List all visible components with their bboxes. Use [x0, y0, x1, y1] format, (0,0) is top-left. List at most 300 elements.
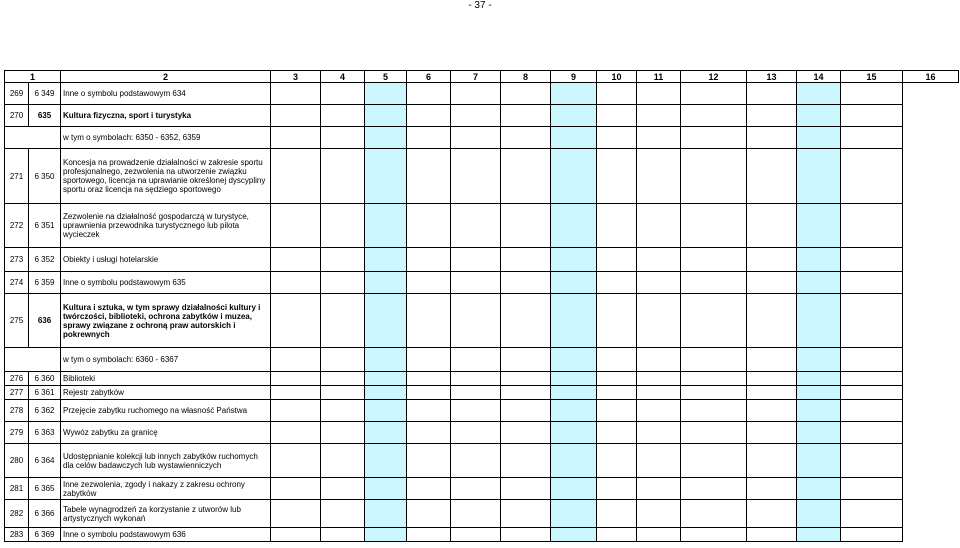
table-row: [5, 386, 959, 400]
data-cell-col-10: [551, 272, 597, 294]
data-cell-col-16: [841, 127, 903, 149]
data-cell-col-9: [501, 127, 551, 149]
data-cell-col-10: [551, 528, 597, 542]
data-cell-col-4: [271, 386, 321, 400]
data-cell-col-11: [597, 422, 637, 444]
data-cell-col-6: [365, 105, 407, 127]
data-cell-col-10: [551, 348, 597, 372]
data-cell-col-9: [501, 500, 551, 528]
data-cell-col-6: [365, 422, 407, 444]
data-cell-col-6: [365, 386, 407, 400]
data-cell-col-11: [597, 348, 637, 372]
data-cell-col-8: [451, 248, 501, 272]
row-description: Biblioteki: [61, 372, 271, 386]
table-row: [5, 400, 959, 422]
data-cell-col-6: [365, 500, 407, 528]
data-cell-col-7: [407, 294, 451, 348]
row-number: 269: [5, 83, 29, 105]
data-cell-col-9: [501, 149, 551, 204]
data-cell-col-8: [451, 444, 501, 478]
data-cell-col-13: [681, 204, 747, 248]
data-cell-col-13: [681, 444, 747, 478]
data-cell-col-14: [747, 348, 797, 372]
data-cell-col-7: [407, 204, 451, 248]
data-cell-col-9: [501, 272, 551, 294]
data-cell-col-8: [451, 400, 501, 422]
table-row: [5, 500, 959, 528]
data-cell-col-10: [551, 294, 597, 348]
column-header-9: 9: [551, 71, 597, 83]
column-header-8: 8: [501, 71, 551, 83]
data-cell-col-12: [637, 105, 681, 127]
data-cell-col-7: [407, 127, 451, 149]
data-cell-col-15: [797, 149, 841, 204]
data-cell-col-4: [271, 422, 321, 444]
data-cell-col-10: [551, 444, 597, 478]
data-cell-col-4: [271, 348, 321, 372]
data-cell-col-11: [597, 478, 637, 500]
data-cell-col-15: [797, 444, 841, 478]
data-cell-col-15: [797, 400, 841, 422]
data-cell-col-7: [407, 272, 451, 294]
data-cell-col-14: [747, 204, 797, 248]
data-cell-col-13: [681, 422, 747, 444]
column-header-11: 11: [637, 71, 681, 83]
data-cell-col-4: [271, 400, 321, 422]
data-cell-col-6: [365, 528, 407, 542]
data-cell-col-5: [321, 528, 365, 542]
data-cell-col-14: [747, 127, 797, 149]
data-cell-col-6: [365, 127, 407, 149]
data-cell-col-10: [551, 372, 597, 386]
table-row: [5, 272, 959, 294]
data-cell-col-15: [797, 294, 841, 348]
header-row: [5, 71, 959, 83]
row-description: Kultura i sztuka, w tym sprawy działalności kultury i twórczości, biblioteki, ochrona zabytków i muzea, sprawy związane z ochroną praw autorskich i pokrewnych: [61, 294, 271, 348]
data-cell-col-13: [681, 127, 747, 149]
column-header-5: 5: [365, 71, 407, 83]
data-cell-col-16: [841, 386, 903, 400]
data-cell-col-5: [321, 272, 365, 294]
table-row: [5, 348, 959, 372]
data-cell-col-15: [797, 127, 841, 149]
data-cell-col-16: [841, 272, 903, 294]
data-cell-col-15: [797, 478, 841, 500]
data-cell-col-14: [747, 386, 797, 400]
row-description: Kultura fizyczna, sport i turystyka: [61, 105, 271, 127]
row-description: w tym o symbolach: 6350 - 6352, 6359: [61, 127, 271, 149]
data-cell-col-14: [747, 83, 797, 105]
data-cell-col-7: [407, 528, 451, 542]
data-cell-col-14: [747, 422, 797, 444]
row-code: [29, 127, 61, 149]
data-cell-col-7: [407, 422, 451, 444]
data-cell-col-9: [501, 422, 551, 444]
data-cell-col-11: [597, 127, 637, 149]
data-cell-col-8: [451, 127, 501, 149]
data-cell-col-8: [451, 294, 501, 348]
data-cell-col-16: [841, 348, 903, 372]
data-cell-col-12: [637, 444, 681, 478]
data-cell-col-15: [797, 372, 841, 386]
data-cell-col-12: [637, 204, 681, 248]
data-cell-col-11: [597, 83, 637, 105]
data-cell-col-5: [321, 444, 365, 478]
data-cell-col-10: [551, 204, 597, 248]
data-cell-col-8: [451, 348, 501, 372]
data-cell-col-9: [501, 400, 551, 422]
data-cell-col-9: [501, 204, 551, 248]
column-header-7: 7: [451, 71, 501, 83]
data-cell-col-5: [321, 204, 365, 248]
data-cell-col-13: [681, 348, 747, 372]
data-cell-col-15: [797, 528, 841, 542]
table-row: [5, 149, 959, 204]
row-number: 280: [5, 444, 29, 478]
data-cell-col-12: [637, 127, 681, 149]
row-code: 6 351: [29, 204, 61, 248]
data-cell-col-14: [747, 478, 797, 500]
row-code: 6 362: [29, 400, 61, 422]
data-cell-col-4: [271, 127, 321, 149]
row-number: 278: [5, 400, 29, 422]
data-cell-col-14: [747, 500, 797, 528]
data-cell-col-16: [841, 105, 903, 127]
data-cell-col-16: [841, 204, 903, 248]
data-cell-col-9: [501, 348, 551, 372]
data-cell-col-14: [747, 272, 797, 294]
table-row: [5, 478, 959, 500]
row-code: 6 360: [29, 372, 61, 386]
data-cell-col-13: [681, 386, 747, 400]
data-cell-col-6: [365, 149, 407, 204]
data-cell-col-13: [681, 500, 747, 528]
row-number: 271: [5, 149, 29, 204]
data-cell-col-16: [841, 372, 903, 386]
data-cell-col-13: [681, 372, 747, 386]
data-cell-col-5: [321, 149, 365, 204]
data-cell-col-13: [681, 400, 747, 422]
data-cell-col-14: [747, 400, 797, 422]
data-cell-col-7: [407, 348, 451, 372]
data-cell-col-15: [797, 500, 841, 528]
row-code: 6 364: [29, 444, 61, 478]
row-description: Przejęcie zabytku ruchomego na własność Państwa: [61, 400, 271, 422]
data-cell-col-12: [637, 83, 681, 105]
data-cell-col-9: [501, 248, 551, 272]
data-cell-col-10: [551, 400, 597, 422]
data-cell-col-4: [271, 204, 321, 248]
data-cell-col-14: [747, 294, 797, 348]
data-cell-col-10: [551, 478, 597, 500]
row-code: 6 366: [29, 500, 61, 528]
data-cell-col-16: [841, 149, 903, 204]
data-cell-col-8: [451, 422, 501, 444]
data-cell-col-12: [637, 386, 681, 400]
row-description: Inne o symbolu podstawowym 635: [61, 272, 271, 294]
data-cell-col-7: [407, 400, 451, 422]
data-cell-col-8: [451, 528, 501, 542]
data-cell-col-9: [501, 83, 551, 105]
data-cell-col-11: [597, 248, 637, 272]
row-number: 276: [5, 372, 29, 386]
data-cell-col-5: [321, 348, 365, 372]
data-cell-col-13: [681, 83, 747, 105]
data-cell-col-7: [407, 248, 451, 272]
data-cell-col-4: [271, 149, 321, 204]
data-cell-col-6: [365, 204, 407, 248]
table-row: [5, 444, 959, 478]
data-cell-col-7: [407, 444, 451, 478]
row-number: [5, 348, 29, 372]
data-cell-col-7: [407, 500, 451, 528]
data-cell-col-13: [681, 149, 747, 204]
data-cell-col-12: [637, 149, 681, 204]
row-number: 281: [5, 478, 29, 500]
data-cell-col-4: [271, 372, 321, 386]
data-cell-col-6: [365, 478, 407, 500]
data-cell-col-16: [841, 528, 903, 542]
data-cell-col-12: [637, 248, 681, 272]
page-number: - 37 -: [468, 0, 492, 11]
row-description: Obiekty i usługi hotelarskie: [61, 248, 271, 272]
data-cell-col-9: [501, 478, 551, 500]
data-cell-col-16: [841, 500, 903, 528]
row-description: Koncesja na prowadzenie działalności w zakresie sportu profesjonalnego, zezwolenia na utworzenie związku sportowego, licencja na uprawianie określonej dyscypliny sportu oraz licencja na sędziego sportowego: [61, 149, 271, 204]
row-code: 636: [29, 294, 61, 348]
data-cell-col-4: [271, 272, 321, 294]
data-cell-col-6: [365, 83, 407, 105]
data-cell-col-11: [597, 500, 637, 528]
table-row: [5, 528, 959, 542]
data-cell-col-5: [321, 478, 365, 500]
data-cell-col-5: [321, 105, 365, 127]
data-cell-col-4: [271, 105, 321, 127]
data-cell-col-16: [841, 248, 903, 272]
data-cell-col-11: [597, 372, 637, 386]
data-cell-col-11: [597, 444, 637, 478]
data-cell-col-16: [841, 478, 903, 500]
row-code: 6 350: [29, 149, 61, 204]
row-description: w tym o symbolach: 6360 - 6367: [61, 348, 271, 372]
data-cell-col-16: [841, 294, 903, 348]
data-cell-col-14: [747, 105, 797, 127]
data-cell-col-7: [407, 149, 451, 204]
data-cell-col-7: [407, 105, 451, 127]
data-cell-col-4: [271, 294, 321, 348]
row-description: Udostępnianie kolekcji lub innych zabytków ruchomych dla celów badawczych lub wystawienniczych: [61, 444, 271, 478]
data-cell-col-12: [637, 294, 681, 348]
data-cell-col-12: [637, 372, 681, 386]
row-code: 6 361: [29, 386, 61, 400]
data-cell-col-8: [451, 105, 501, 127]
data-cell-col-8: [451, 372, 501, 386]
data-cell-col-6: [365, 272, 407, 294]
data-cell-col-4: [271, 444, 321, 478]
table-row: [5, 372, 959, 386]
data-cell-col-4: [271, 248, 321, 272]
data-cell-col-12: [637, 272, 681, 294]
table-row: [5, 422, 959, 444]
row-code: 6 363: [29, 422, 61, 444]
data-cell-col-15: [797, 348, 841, 372]
data-cell-col-7: [407, 83, 451, 105]
data-cell-col-14: [747, 149, 797, 204]
row-number: 283: [5, 528, 29, 542]
column-header-4: 4: [321, 71, 365, 83]
data-cell-col-11: [597, 386, 637, 400]
data-cell-col-13: [681, 294, 747, 348]
data-cell-col-13: [681, 528, 747, 542]
data-cell-col-13: [681, 272, 747, 294]
data-cell-col-13: [681, 105, 747, 127]
row-description: Wywóz zabytku za granicę: [61, 422, 271, 444]
data-cell-col-10: [551, 248, 597, 272]
column-header-1: 1: [5, 71, 61, 83]
data-cell-col-11: [597, 149, 637, 204]
data-cell-col-7: [407, 372, 451, 386]
data-cell-col-15: [797, 83, 841, 105]
row-code: 6 369: [29, 528, 61, 542]
row-description: Inne o symbolu podstawowym 636: [61, 528, 271, 542]
data-cell-col-6: [365, 348, 407, 372]
row-number: 270: [5, 105, 29, 127]
data-cell-col-10: [551, 500, 597, 528]
table-row: [5, 105, 959, 127]
data-cell-col-9: [501, 294, 551, 348]
data-cell-col-15: [797, 248, 841, 272]
data-cell-col-11: [597, 528, 637, 542]
data-cell-col-15: [797, 422, 841, 444]
data-cell-col-12: [637, 348, 681, 372]
table-row: [5, 127, 959, 149]
data-cell-col-8: [451, 272, 501, 294]
data-cell-col-6: [365, 294, 407, 348]
data-cell-col-4: [271, 500, 321, 528]
data-cell-col-11: [597, 204, 637, 248]
column-header-6: 6: [407, 71, 451, 83]
row-code: 6 349: [29, 83, 61, 105]
data-cell-col-9: [501, 372, 551, 386]
data-cell-col-6: [365, 248, 407, 272]
data-cell-col-5: [321, 83, 365, 105]
data-cell-col-12: [637, 500, 681, 528]
data-cell-col-12: [637, 528, 681, 542]
column-header-2: 2: [61, 71, 271, 83]
data-cell-col-9: [501, 386, 551, 400]
data-cell-col-8: [451, 83, 501, 105]
data-cell-col-14: [747, 444, 797, 478]
data-cell-col-8: [451, 149, 501, 204]
data-cell-col-10: [551, 422, 597, 444]
data-cell-col-16: [841, 422, 903, 444]
data-cell-col-14: [747, 248, 797, 272]
data-cell-col-7: [407, 386, 451, 400]
row-number: 279: [5, 422, 29, 444]
data-cell-col-12: [637, 422, 681, 444]
column-header-12: 12: [681, 71, 747, 83]
data-cell-col-13: [681, 478, 747, 500]
data-cell-col-13: [681, 248, 747, 272]
row-number: 274: [5, 272, 29, 294]
data-cell-col-10: [551, 127, 597, 149]
column-header-3: 3: [271, 71, 321, 83]
data-cell-col-14: [747, 528, 797, 542]
data-cell-col-15: [797, 272, 841, 294]
data-cell-col-5: [321, 127, 365, 149]
data-cell-col-6: [365, 444, 407, 478]
row-code: [29, 348, 61, 372]
row-number: 273: [5, 248, 29, 272]
data-cell-col-11: [597, 272, 637, 294]
data-cell-col-15: [797, 386, 841, 400]
data-cell-col-15: [797, 105, 841, 127]
row-description: Rejestr zabytków: [61, 386, 271, 400]
data-cell-col-10: [551, 83, 597, 105]
row-code: 6 352: [29, 248, 61, 272]
data-cell-col-10: [551, 386, 597, 400]
data-cell-col-5: [321, 294, 365, 348]
data-cell-col-11: [597, 294, 637, 348]
data-cell-col-8: [451, 386, 501, 400]
data-cell-col-10: [551, 105, 597, 127]
data-cell-col-12: [637, 400, 681, 422]
data-cell-col-5: [321, 422, 365, 444]
data-cell-col-10: [551, 149, 597, 204]
data-cell-col-7: [407, 478, 451, 500]
data-cell-col-9: [501, 528, 551, 542]
data-cell-col-11: [597, 400, 637, 422]
data-cell-col-9: [501, 444, 551, 478]
data-cell-col-4: [271, 528, 321, 542]
column-header-13: 13: [747, 71, 797, 83]
row-description: Zezwolenie na działalność gospodarczą w turystyce, uprawnienia przewodnika turystycznego lub pilota wycieczek: [61, 204, 271, 248]
table-row: [5, 83, 959, 105]
row-number: 277: [5, 386, 29, 400]
row-number: 282: [5, 500, 29, 528]
data-cell-col-8: [451, 478, 501, 500]
data-cell-col-5: [321, 386, 365, 400]
data-cell-col-5: [321, 372, 365, 386]
column-header-15: 15: [841, 71, 903, 83]
data-cell-col-5: [321, 500, 365, 528]
row-code: 6 359: [29, 272, 61, 294]
row-number: 275: [5, 294, 29, 348]
data-cell-col-14: [747, 372, 797, 386]
data-cell-col-9: [501, 105, 551, 127]
data-cell-col-12: [637, 478, 681, 500]
row-description: Inne o symbolu podstawowym 634: [61, 83, 271, 105]
row-code: 6 365: [29, 478, 61, 500]
column-header-16: 16: [903, 71, 959, 83]
data-table: [4, 70, 959, 542]
data-cell-col-16: [841, 83, 903, 105]
table-row: [5, 248, 959, 272]
data-cell-col-5: [321, 400, 365, 422]
data-cell-col-15: [797, 204, 841, 248]
table-row: [5, 294, 959, 348]
data-cell-col-5: [321, 248, 365, 272]
data-cell-col-4: [271, 478, 321, 500]
data-cell-col-16: [841, 444, 903, 478]
data-cell-col-6: [365, 372, 407, 386]
data-cell-col-8: [451, 204, 501, 248]
row-code: 635: [29, 105, 61, 127]
column-header-14: 14: [797, 71, 841, 83]
table-row: [5, 204, 959, 248]
data-cell-col-8: [451, 500, 501, 528]
row-number: 272: [5, 204, 29, 248]
